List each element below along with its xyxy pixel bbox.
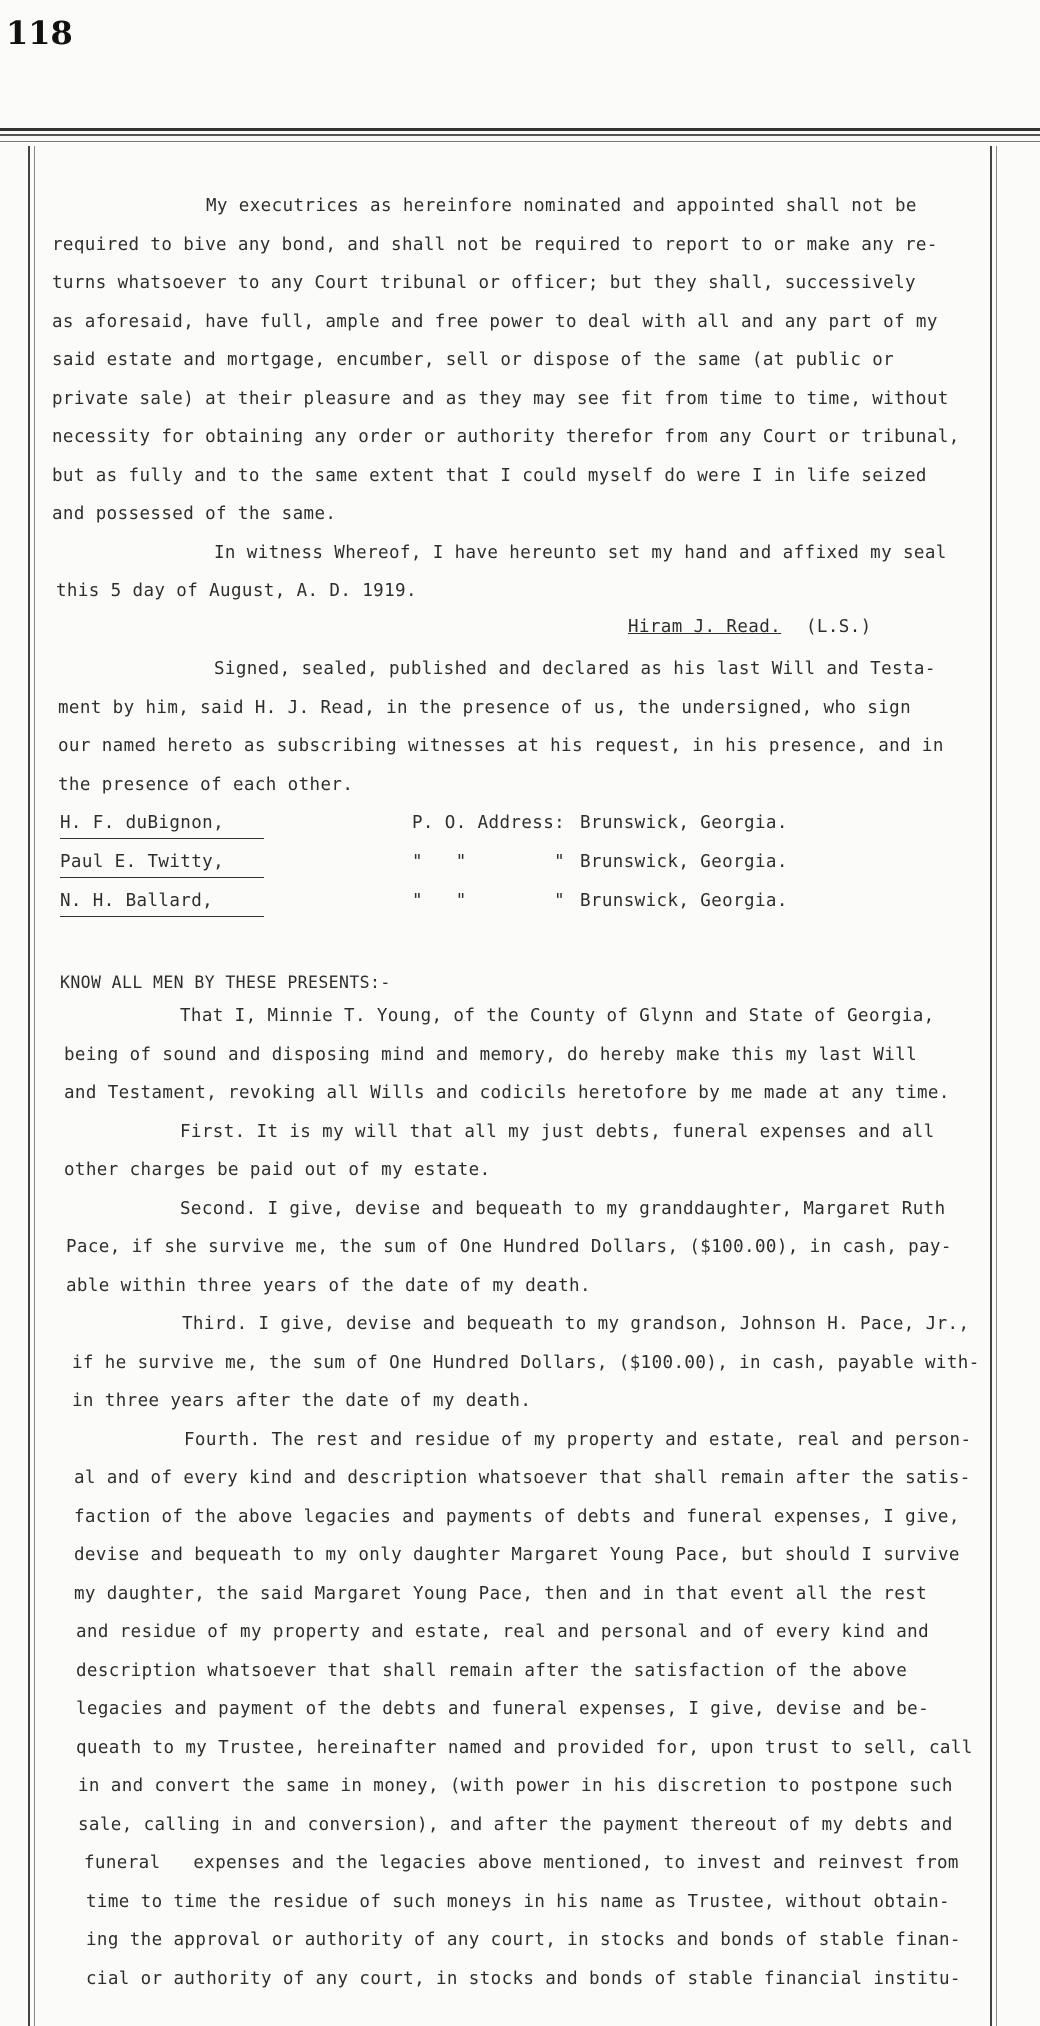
text-line: faction of the above legacies and payments of debts and funeral expenses, I give, [74, 1507, 960, 1527]
witness-name: H. F. duBignon, [60, 813, 225, 833]
text-line: description whatsoever that shall remain after the satisfaction of the above [76, 1661, 908, 1681]
witness-address: Brunswick, Georgia. [580, 813, 788, 833]
text-line: as aforesaid, have full, ample and free power to deal with all and any part of my [52, 312, 938, 332]
text-line: ment by him, said H. J. Read, in the presence of us, the undersigned, who sign [58, 698, 911, 718]
text-line: if he survive me, the sum of One Hundred Dollars, ($100.00), in cash, payable with- [72, 1353, 980, 1373]
text-line: and residue of my property and estate, real and personal and of every kind and [76, 1622, 929, 1642]
text-line: our named hereto as subscribing witnesses at his request, in his presence, and in [58, 736, 944, 756]
text-line: turns whatsoever to any Court tribunal or officer; but they shall, successively [52, 273, 916, 293]
text-line: time to time the residue of such moneys in his name as Trustee, without obtain- [86, 1892, 950, 1912]
text-line: being of sound and disposing mind and memory, do hereby make this my last Will [64, 1045, 917, 1065]
ditto-marks: " " " [412, 891, 566, 911]
address-label: P. O. Address: [412, 813, 566, 833]
text-line: private sale) at their pleasure and as they may see fit from time to time, without [52, 389, 949, 409]
header-rule [0, 128, 1040, 131]
text-line: and Testament, revoking all Wills and codicils heretofore by me made at any time. [64, 1083, 950, 1103]
text-line: In witness Whereof, I have hereunto set my hand and affixed my seal [214, 543, 947, 563]
ditto-marks: " " " [412, 852, 566, 872]
text-line: al and of every kind and description whatsoever that shall remain after the satis- [74, 1468, 971, 1488]
header-rule-secondary [0, 134, 1040, 136]
text-line: Third. I give, devise and bequeath to my grandson, Johnson H. Pace, Jr., [182, 1314, 970, 1334]
text-line: but as fully and to the same extent that I could myself do were I in life seized [52, 466, 927, 486]
will-2-heading: KNOW ALL MEN BY THESE PRESENTS:- [60, 973, 391, 992]
text-line: devise and bequeath to my only daughter Margaret Young Pace, but should I survive [74, 1545, 960, 1565]
text-line: Signed, sealed, published and declared as his last Will and Testa- [214, 659, 936, 679]
text-line: able within three years of the date of my death. [66, 1276, 591, 1296]
text-line: other charges be paid out of my estate. [64, 1160, 491, 1180]
testator-signature: Hiram J. Read. [628, 617, 782, 637]
text-line: necessity for obtaining any order or authority therefor from any Court or tribunal, [52, 427, 960, 447]
signature-underline [60, 838, 264, 839]
text-line: Second. I give, devise and bequeath to my granddaughter, Margaret Ruth [180, 1199, 946, 1219]
frame-inner-left [34, 146, 35, 2026]
text-line: sale, calling in and conversion), and after the payment thereout of my debts and [78, 1815, 953, 1835]
text-line: queath to my Trustee, hereinafter named and provided for, upon trust to sell, call [76, 1738, 973, 1758]
witness-name: N. H. Ballard, [60, 891, 214, 911]
text-line: Fourth. The rest and residue of my property and estate, real and person- [184, 1430, 972, 1450]
signature-underline [60, 877, 264, 878]
text-line: and possessed of the same. [52, 504, 337, 524]
text-line: ing the approval or authority of any court, in stocks and bonds of stable finan- [86, 1930, 961, 1950]
text-line: in three years after the date of my death. [72, 1391, 532, 1411]
witness-address: Brunswick, Georgia. [580, 891, 788, 911]
text-line: That I, Minnie T. Young, of the County of Glynn and State of Georgia, [180, 1006, 935, 1026]
text-line: First. It is my will that all my just debts, funeral expenses and all [180, 1122, 935, 1142]
text-line: my daughter, the said Margaret Young Pace, then and in that event all the rest [74, 1584, 927, 1604]
text-line: My executrices as hereinfore nominated and appointed shall not be [206, 196, 917, 216]
page-number: 118 [6, 14, 73, 52]
header-rule-tertiary [0, 141, 1040, 142]
signature-underline [60, 916, 264, 917]
text-line: cial or authority of any court, in stocks and bonds of stable financial institu- [86, 1969, 961, 1989]
text-line: legacies and payment of the debts and funeral expenses, I give, devise and be- [76, 1699, 929, 1719]
text-line: in and convert the same in money, (with power in his discretion to postpone such [78, 1776, 953, 1796]
text-line: said estate and mortgage, encumber, sell or dispose of the same (at public or [52, 350, 895, 370]
text-line: required to bive any bond, and shall not be required to report to or make any re- [52, 235, 938, 255]
text-line: this 5 day of August, A. D. 1919. [56, 581, 417, 601]
text-line: the presence of each other. [58, 775, 354, 795]
witness-name: Paul E. Twitty, [60, 852, 225, 872]
seal-mark: (L.S.) [806, 617, 872, 637]
witness-address: Brunswick, Georgia. [580, 852, 788, 872]
text-line: funeral expenses and the legacies above mentioned, to invest and reinvest from [84, 1853, 959, 1873]
frame-inner-right [996, 146, 997, 2026]
text-line: Pace, if she survive me, the sum of One Hundred Dollars, ($100.00), in cash, pay- [66, 1237, 952, 1257]
